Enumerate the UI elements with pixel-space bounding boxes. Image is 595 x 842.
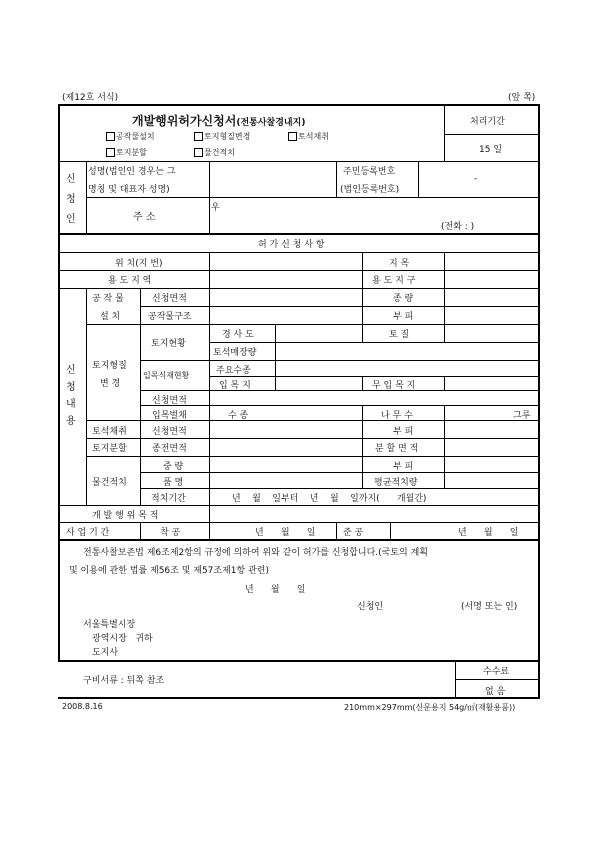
recipient-seoul: 서울특별시장 [83,620,136,630]
option-land-change[interactable]: 토지형질변경 [194,131,250,142]
id-label-1: 주민등록번호 [343,167,396,177]
end-label: 준 공 [343,528,364,538]
quarry-label: 토석채취 [92,427,127,437]
phone-field[interactable]: (전화 : ) [441,222,475,232]
kind-label: 종 량 [393,294,414,304]
cutting-label: 입목벌채 [152,411,187,421]
end-date: 년 월 일 [458,528,519,538]
volume2-label: 부 피 [393,427,414,437]
declaration-line-2: 및 이용에 관한 법률 제56조 및 제57조제1항 관련) [69,566,269,576]
required-docs: 구비서류 : 뒤쪽 참조 [83,676,165,686]
option-division[interactable]: 토지분할 [106,147,147,158]
id-label-2: (법인등록번호) [340,185,400,195]
main-tree-label: 주요수종 [216,366,251,376]
id-dash: - [474,174,478,184]
structure-type-label: 공작물구조 [148,312,192,322]
name-label-2: 명칭 및 대표자 성명) [88,185,170,195]
total-area-label: 종전면적 [152,444,187,454]
volume3-label: 부 피 [393,462,414,472]
checkbox[interactable] [106,132,115,141]
unforested-label: 무 입 목 지 [372,381,416,391]
signature-field[interactable]: (서명 또는 인) [461,602,518,612]
req-area-label: 신청면적 [152,294,187,304]
business-period-label: 사 업 기 간 [66,528,110,538]
structure-label-2: 설 치 [100,312,121,322]
processing-period-value: 15 일 [479,145,503,155]
checkbox[interactable] [194,148,203,157]
start-date: 년 월 일 [255,528,316,538]
option-quarry[interactable]: 토석채취 [288,131,329,142]
applicant-section-label: 신 청 인 [66,174,76,225]
forest-status-label: 입목식재현황 [143,371,190,380]
declaration-date: 년 월 일 [245,585,306,595]
checkbox[interactable] [194,132,203,141]
soil-label: 토 질 [389,330,410,340]
declaration-line-1: 전통사찰보존법 제6조제2항의 규정에 의하여 위와 같이 허가를 신청합니다.(국토의 계획 [83,548,429,558]
structure-label-1: 공 작 물 [92,294,124,304]
address-label: 주 소 [133,212,156,223]
checkbox[interactable] [106,148,115,157]
use-zone-label: 용 도 지 구 [372,276,416,286]
unit-trees-label: 그루 [513,411,531,421]
fee-value: 없 음 [485,687,506,697]
land-change-label-2: 변 경 [100,379,121,389]
forested-label: 입 목 지 [219,381,251,391]
species-label: 수 종 [228,411,249,421]
volume-label: 부 피 [393,312,414,322]
location-label: 위 치(지 번) [115,259,163,269]
permit-heading: 허 가 신 청 사 항 [258,240,325,250]
slope-label: 경 사 도 [222,330,254,340]
postal-prefix: 우 [211,203,220,213]
recipient-province: 도지사 [92,648,119,658]
division-label: 토지분할 [92,444,127,454]
page-side: (앞 쪽) [508,93,536,103]
deposit-label: 토석매장량 [213,348,257,358]
fee-label: 수수료 [483,667,510,677]
item-name-label: 품 명 [163,478,184,488]
land-change-label-1: 토지형질 [92,361,127,371]
purpose-label: 개 발 행 위 목 적 [92,511,159,521]
detail-section-label: 신 청 내 용 [66,365,76,427]
req-area3-label: 신청면적 [152,427,187,437]
checkbox[interactable] [288,132,297,141]
weight-label: 중 량 [163,462,184,472]
tree-count-label: 나 무 수 [381,411,413,421]
applicant-sign-label: 신청인 [357,602,384,612]
storage-period-value: 년 월 일부터 년 월 일까지( 개월간) [232,494,427,504]
paper-spec: 210mm×297mm(신문용지 54g/㎡(재활용품)) [344,703,516,712]
avg-amount-label: 평균적치량 [374,478,418,488]
storage-label: 물건적치 [92,478,127,488]
form-number: (제12호 서식) [62,93,119,103]
form-title: 개발행위허가신청서(전통사찰경내지) [132,114,306,128]
footer-date: 2008.8.16 [62,702,103,711]
option-structure[interactable]: 공작물설치 [106,131,155,142]
storage-period-label: 적치기간 [151,494,186,504]
land-status-label: 토지현황 [151,339,186,349]
name-label-1: 성명(법인인 경우는 그 [88,167,176,177]
use-area-label: 용 도 지 역 [108,276,152,286]
processing-period-label: 처리기간 [470,117,505,127]
recipient-metro: 광역시장 귀하 [92,634,153,644]
divided-area-label: 분 할 면 적 [375,444,419,454]
option-storage[interactable]: 물건적치 [194,147,235,158]
start-label: 착 공 [160,528,181,538]
req-area2-label: 신청면적 [152,396,187,406]
land-category-label: 지 목 [389,259,410,269]
